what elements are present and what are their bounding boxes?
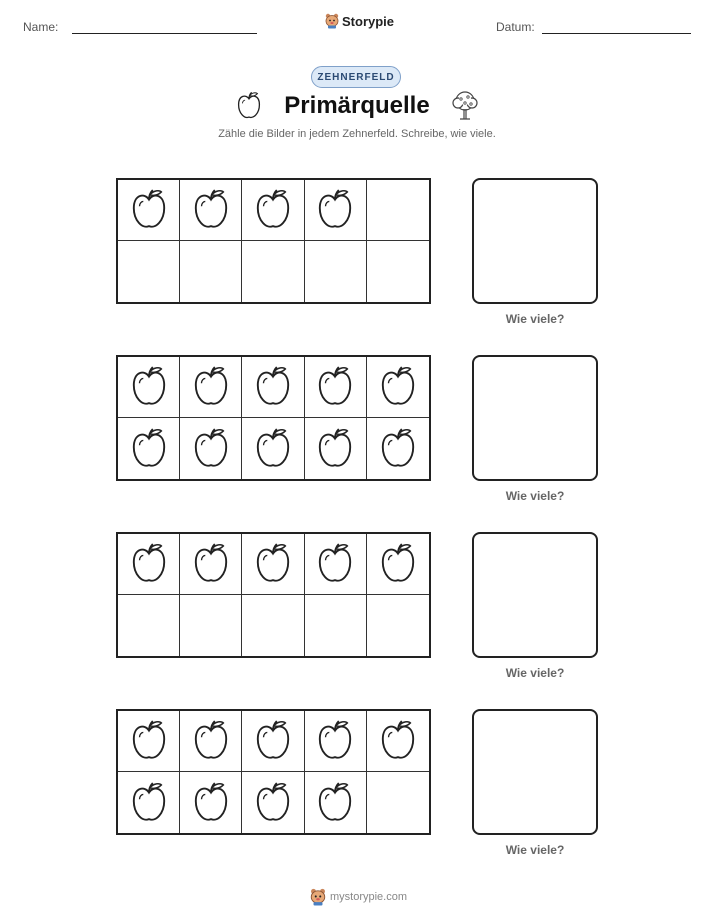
frame-cell — [118, 357, 180, 418]
frame-cell — [180, 534, 242, 595]
answer-box-1[interactable] — [472, 178, 598, 304]
frame-cell — [180, 772, 242, 833]
apple-icon — [316, 427, 354, 471]
apple-icon — [254, 365, 292, 409]
apple-icon — [379, 542, 417, 586]
date-line[interactable] — [542, 33, 691, 34]
frame-cell — [242, 241, 304, 302]
frame-cell — [367, 595, 429, 656]
frame-cell — [242, 418, 304, 479]
answer-box-2[interactable] — [472, 355, 598, 481]
apple-icon — [192, 188, 230, 232]
worksheet-tag: ZEHNERFELD — [311, 66, 401, 88]
frame-cell — [305, 180, 367, 241]
frame-cell — [242, 772, 304, 833]
apple-icon — [192, 781, 230, 825]
apple-icon — [130, 542, 168, 586]
frame-cell — [367, 357, 429, 418]
ten-frame-2 — [116, 355, 431, 481]
frame-cell — [367, 534, 429, 595]
apple-icon — [192, 542, 230, 586]
apple-icon — [316, 542, 354, 586]
frame-cell — [180, 241, 242, 302]
frame-cell — [367, 418, 429, 479]
frame-cell — [305, 357, 367, 418]
frame-cell — [305, 241, 367, 302]
apple-icon — [130, 427, 168, 471]
frame-cell — [118, 180, 180, 241]
apple-icon — [254, 542, 292, 586]
apple-icon — [192, 719, 230, 763]
ten-frame-1 — [116, 178, 431, 304]
storypie-mascot-icon — [310, 888, 326, 906]
name-label: Name: — [23, 20, 59, 34]
apple-icon — [379, 719, 417, 763]
frame-cell — [180, 711, 242, 772]
answer-box-4[interactable] — [472, 709, 598, 835]
frame-cell — [118, 772, 180, 833]
apple-icon — [130, 188, 168, 232]
answer-label-3: Wie viele? — [505, 666, 565, 680]
frame-cell — [118, 534, 180, 595]
frame-cell — [118, 418, 180, 479]
answer-label-4: Wie viele? — [505, 843, 565, 857]
apple-icon — [254, 188, 292, 232]
frame-cell — [305, 534, 367, 595]
frame-cell — [180, 180, 242, 241]
frame-cell — [367, 772, 429, 833]
storypie-mascot-icon — [325, 13, 339, 29]
ten-frame-4 — [116, 709, 431, 835]
apple-icon — [316, 365, 354, 409]
frame-cell — [367, 180, 429, 241]
frame-cell — [242, 180, 304, 241]
page-title: Primärquelle — [284, 92, 430, 119]
apple-icon — [379, 427, 417, 471]
answer-box-3[interactable] — [472, 532, 598, 658]
apple-icon — [254, 427, 292, 471]
apple-icon — [316, 188, 354, 232]
frame-cell — [305, 711, 367, 772]
date-label: Datum: — [496, 20, 535, 34]
apple-icon — [316, 719, 354, 763]
answer-label-1: Wie viele? — [505, 312, 565, 326]
apple-icon — [192, 365, 230, 409]
frame-cell — [305, 772, 367, 833]
frame-cell — [367, 241, 429, 302]
frame-cell — [305, 418, 367, 479]
tree-icon — [450, 90, 480, 122]
name-line[interactable] — [72, 33, 257, 34]
ten-frame-3 — [116, 532, 431, 658]
apple-icon — [379, 365, 417, 409]
apple-icon — [254, 781, 292, 825]
frame-cell — [305, 595, 367, 656]
frame-cell — [118, 595, 180, 656]
frame-cell — [367, 711, 429, 772]
apple-icon — [316, 781, 354, 825]
frame-cell — [242, 711, 304, 772]
frame-cell — [180, 595, 242, 656]
footer-link[interactable]: mystorypie.com — [330, 891, 408, 903]
frame-cell — [180, 418, 242, 479]
brand-name: Storypie — [342, 13, 395, 29]
footer — [310, 888, 407, 906]
frame-cell — [118, 241, 180, 302]
apple-icon — [130, 781, 168, 825]
instructions: Zähle die Bilder in jedem Zehnerfeld. Schreibe, wie viele. — [218, 128, 496, 140]
apple-icon — [130, 365, 168, 409]
apple-icon — [192, 427, 230, 471]
frame-cell — [242, 595, 304, 656]
frame-cell — [180, 357, 242, 418]
frame-cell — [242, 534, 304, 595]
frame-cell — [118, 711, 180, 772]
brand-logo — [325, 13, 394, 29]
answer-label-2: Wie viele? — [505, 489, 565, 503]
frame-cell — [242, 357, 304, 418]
apple-icon — [130, 719, 168, 763]
apple-icon — [254, 719, 292, 763]
